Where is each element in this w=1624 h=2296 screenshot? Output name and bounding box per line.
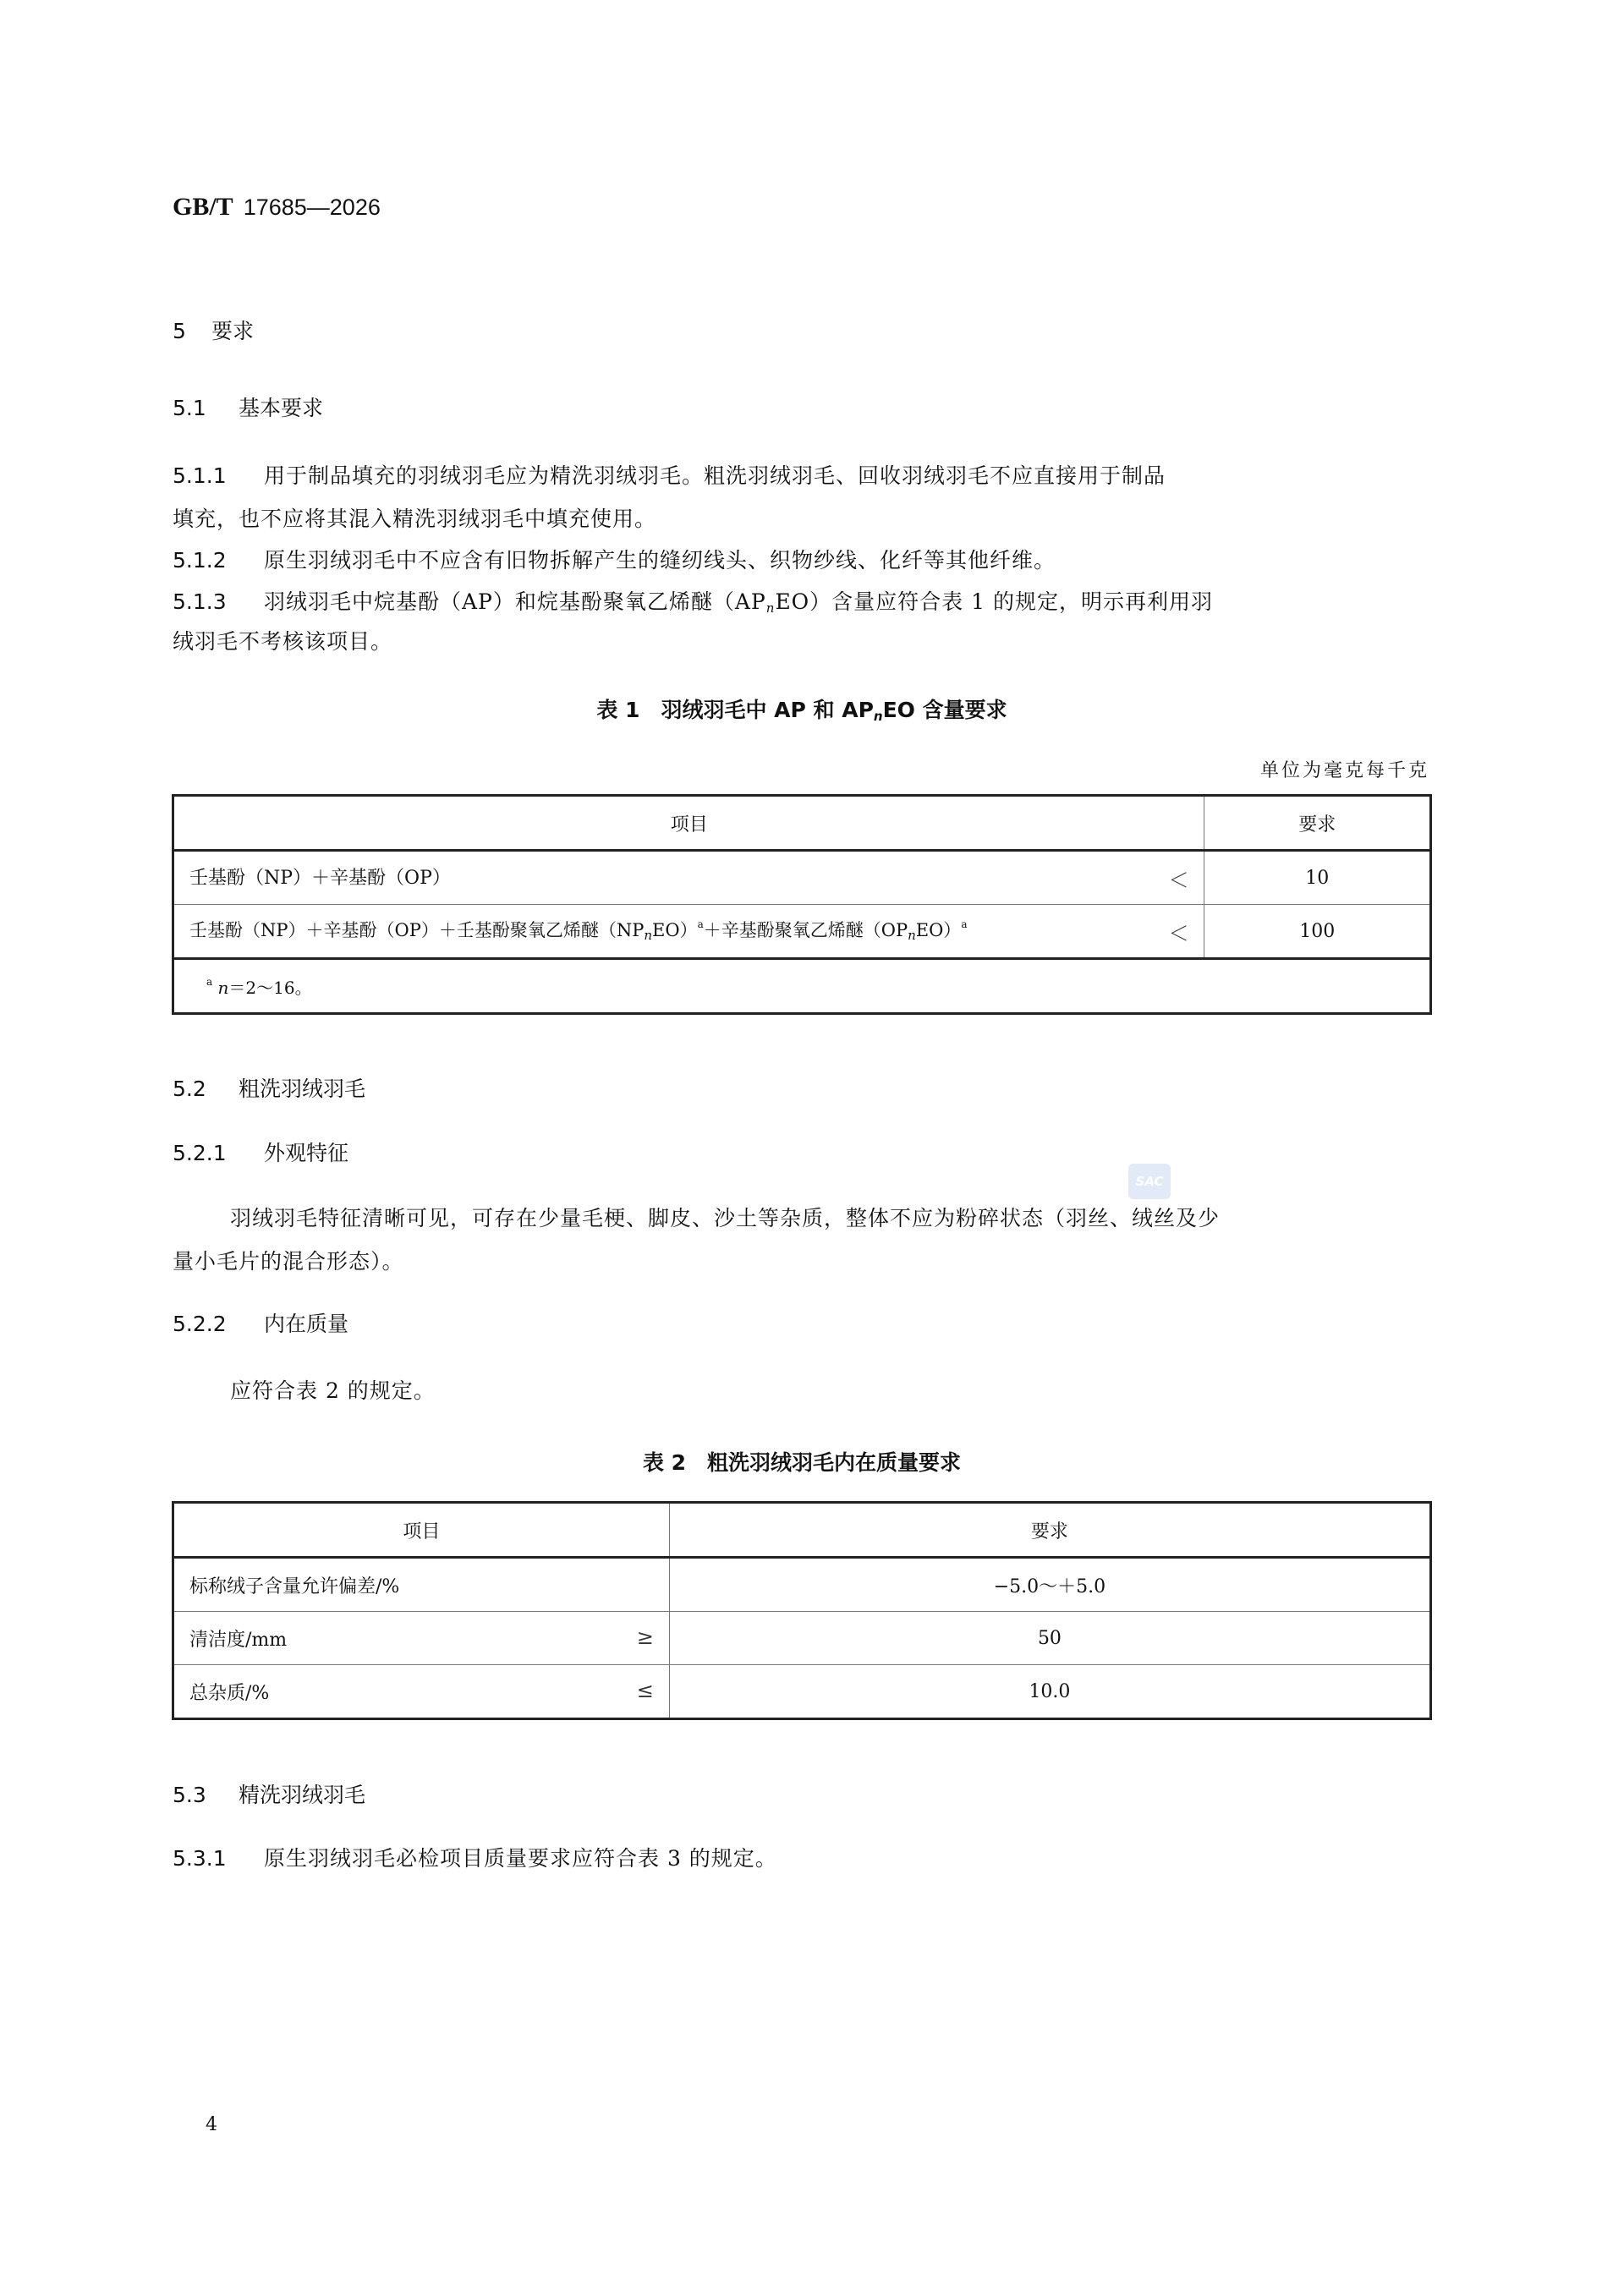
item-text: ＋辛基酚聚氧乙烯醚（OP: [703, 919, 908, 940]
section-5-3-heading: [173, 1778, 365, 1809]
table-2-caption: 表 2 粗洗羽绒羽毛内在质量要求: [642, 1450, 962, 1475]
clause-5-1-2: [173, 544, 1056, 574]
footnote-mark: a: [961, 918, 968, 930]
clause-5-1-1-line-1: [173, 459, 1166, 490]
footnote-mark: a: [206, 975, 213, 988]
table-row: [173, 1665, 1431, 1719]
comparator: ≥: [636, 1625, 654, 1649]
section-number: 5.1: [173, 396, 206, 420]
clause-text: 原生羽绒羽毛中不应含有旧物拆解产生的缝纫线头、织物纱线、化纤等其他纤维。: [264, 548, 1056, 573]
section-title: 外观特征: [264, 1141, 349, 1165]
item-text: 总杂质/%: [189, 1682, 270, 1704]
section-5-2-2-heading: [173, 1307, 348, 1338]
item-text: EO）: [915, 919, 962, 940]
sac-watermark-logo: SAC: [1128, 1164, 1171, 1199]
section-5-2-heading: [173, 1072, 365, 1103]
table-header-row: [173, 1503, 1431, 1558]
clause-text: 羽绒羽毛中烷基酚（AP）和烷基酚聚氧乙烯醚（AP: [264, 589, 766, 614]
comparator: ≤: [636, 1678, 654, 1702]
header-item: 项目: [173, 796, 1204, 851]
clause-5-2-1-line-1: 羽绒羽毛特征清晰可见，可存在少量毛梗、脚皮、沙土等杂质，整体不应为粉碎状态（羽丝、绒丝及少: [230, 1206, 1221, 1230]
section-number: 5.2: [173, 1077, 206, 1101]
section-number: 5: [173, 319, 186, 343]
row-item: [173, 1558, 670, 1612]
clause-text: 用于制品填充的羽绒羽毛应为精洗羽绒羽毛。粗洗羽绒羽毛、回收羽绒羽毛不应直接用于制品: [264, 463, 1166, 488]
section-number: 5.2.1: [173, 1141, 227, 1165]
row-item: [173, 1665, 670, 1719]
row-item: [173, 1612, 670, 1665]
table-1: [172, 794, 1432, 1015]
clause-5-1-3-line-2: 绒羽毛不考核该项目。: [173, 629, 393, 654]
standard-header: [173, 193, 381, 222]
header-item: 项目: [173, 1503, 670, 1558]
clause-number: 5.1.1: [173, 463, 227, 488]
clause-text: 原生羽绒羽毛必检项目质量要求应符合表 3 的规定。: [264, 1846, 777, 1871]
section-title: 粗洗羽绒羽毛: [239, 1077, 366, 1101]
row-value: −5.0～＋5.0: [669, 1558, 1430, 1612]
caption-text: 表 1 羽绒羽毛中 AP 和 AP: [596, 698, 874, 722]
table-footnote: [173, 959, 1431, 1014]
section-title: 要求: [211, 319, 255, 343]
section-title: 内在质量: [264, 1312, 349, 1336]
table-1-unit: 单位为毫克每千克: [1259, 760, 1429, 781]
clause-number: 5.1.2: [173, 548, 227, 573]
table-row: [173, 1558, 1431, 1612]
section-title: 基本要求: [239, 396, 324, 420]
section-title: 精洗羽绒羽毛: [239, 1783, 366, 1807]
section-number: 5.3: [173, 1783, 206, 1807]
header-requirement: 要求: [1204, 796, 1431, 851]
row-value: 10.0: [669, 1665, 1430, 1719]
header-requirement: 要求: [669, 1503, 1430, 1558]
table-row: [173, 851, 1431, 905]
item-text: 壬基酚（NP）＋辛基酚（OP）＋壬基酚聚氧乙烯醚（NP: [189, 919, 645, 940]
footnote-mark: a: [697, 918, 704, 930]
section-number: 5.2.2: [173, 1312, 227, 1336]
subscript-n: n: [765, 600, 776, 616]
row-item: [173, 851, 1204, 905]
comparator: ＜: [1168, 921, 1189, 945]
item-text: EO）: [652, 919, 698, 940]
clause-number: 5.1.3: [173, 589, 227, 614]
clause-5-1-1-line-2: 填充，也不应将其混入精洗羽绒羽毛中填充使用。: [173, 507, 657, 531]
table-2: [172, 1501, 1432, 1720]
caption-text-cont: EO 含量要求: [882, 698, 1007, 722]
table-header-row: [173, 796, 1431, 851]
table-row: [173, 1612, 1431, 1665]
item-text: 标称绒子含量允许偏差/%: [189, 1575, 400, 1597]
footnote-text: ＝2～16。: [228, 977, 312, 998]
clause-5-2-2-text: 应符合表 2 的规定。: [230, 1378, 436, 1403]
row-item: [173, 905, 1204, 959]
row-value: 50: [669, 1612, 1430, 1665]
page-number: 4: [206, 2114, 217, 2135]
section-5-1-heading: [173, 392, 323, 422]
clause-5-3-1: [173, 1842, 777, 1872]
standard-number: 17685—2026: [243, 195, 381, 220]
comparator: ＜: [1168, 868, 1189, 892]
subscript-n: n: [644, 927, 653, 943]
section-5-heading: [173, 315, 254, 345]
section-5-2-1-heading: [173, 1137, 348, 1167]
clause-number: 5.3.1: [173, 1846, 227, 1871]
clause-5-2-1-line-2: 量小毛片的混合形态）。: [173, 1249, 404, 1274]
footnote-variable: n: [217, 977, 229, 998]
table-footnote-row: [173, 959, 1431, 1014]
clause-text-cont: EO）含量应符合表 1 的规定，明示再利用羽: [775, 589, 1213, 614]
table-row: [173, 905, 1431, 959]
item-text: 壬基酚（NP）＋辛基酚（OP）: [189, 867, 451, 889]
row-value: 10: [1204, 851, 1431, 905]
standard-prefix: GB/T: [173, 193, 233, 221]
subscript-n: n: [873, 709, 883, 724]
row-value: 100: [1204, 905, 1431, 959]
item-text: 清洁度/mm: [189, 1629, 288, 1651]
subscript-n: n: [908, 927, 916, 943]
table-1-caption: [0, 693, 1604, 724]
clause-5-1-3-line-1: [173, 585, 1213, 616]
